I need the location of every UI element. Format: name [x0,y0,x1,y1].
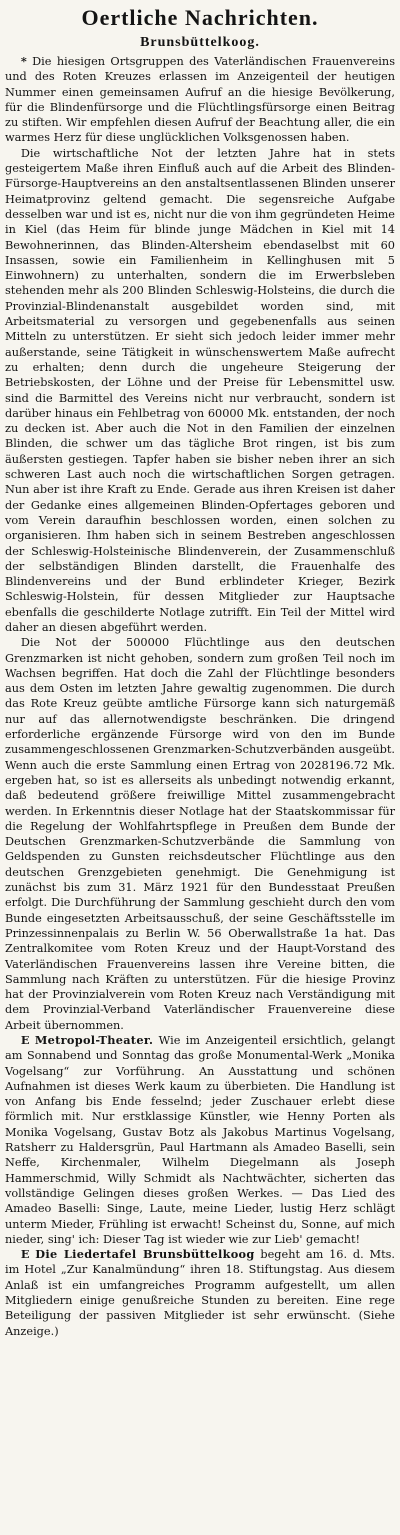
place-heading: Brunsbüttelkoog. [140,35,260,50]
article-marker: E [20,1247,30,1262]
article-liedertafel [5,1247,395,1339]
article-aufruf [5,54,395,146]
section-heading: Oertliche Nachrichten. [81,5,319,30]
article-text: Die wirtschaftliche Not der letzten Jahre hat in stets gesteigertem Maße ihren Einfluß auch auf die Arbeit des Blinden-Fürsorge-Hauptvereins an den anstaltsentlassenen Blinden unserer Heimatprovinz geltend gemacht. Die segensreiche Aufgabe desselben war und ist es, nicht nur die von ihm gegründeten Heime in Kiel (das Heim für blinde junge Mädchen in Kiel mit 14 Bewohnerinnen, das Blinden-Altersheim ebendaselbst mit 60 Insassen, sowie ein Familienheim in Kellinghusen mit 5 Einwohnern) zu unterhalten, sondern die im Erwerbsleben stehenden mehr als 200 Blinden Schleswig-Holsteins, die durch die Provinzial-Blindenanstalt ausgebildet worden sind, mit Arbeitsmaterial zu versorgen und gegebenenfalls aus seinen Mitteln zu unterstützen. Er sieht sich jedoch leider immer mehr außerstande, seine Tätigkeit in wünschenswertem Maße aufrecht zu erhalten; denn durch die ungeheure Steigerung der Betriebskosten, der Löhne und der Preise für Lebensmittel usw. sind die Barmittel des Vereins nicht nur verbraucht, sondern ist darüber hinaus ein Fehlbetrag von 60000 Mk. entstanden, der noch zu decken ist. Aber auch die Not in den Familien der einzelnen Blinden, die schwer um das tägliche Brot ringen, ist bis zum äußersten gestiegen. Tapfer haben sie bisher neben ihrer an sich schweren Last auch noch die wirtschaftlichen Sorgen getragen. Nun aber ist ihre Kraft zu Ende. Gerade aus ihren Kreisen ist daher der Gedanke eines allgemeinen Blinden-Opfertages geboren und vom Verein daraufhin beschlossen worden, einen solchen zu organisieren. Ihm haben sich in seinem Bestreben angeschlossen der Schleswig-Holsteinische Blindenverein, der Zusammenschluß der selbständigen Blinden darstellt, die Frauenhalfe des Blindenvereins und der Bund erblindeter Krieger, Bezirk Schleswig-Holstein, für dessen Mitglieder zur Hauptsache ebenfalls die geschilderte Notlage zutrifft. Ein Teil der Mittel wird daher an diesen abgeführt werden. [5,146,395,634]
article-lead: Metropol-Theater. [34,1033,154,1047]
article-marker: E [20,1033,30,1047]
article-text: Die hiesigen Ortsgruppen des Vaterländischen Frauenvereins und des Roten Kreuzes erlassen im Anzeigenteil der heutigen Nummer einen gemeinsamen Aufruf an die hiesige Bevölkerung, für die Blindenfürsorge und die Flüchtlingsfürsorge einen Beitrag zu stiften. Wir empfehlen diesen Aufruf der Beachtung aller, die ein warmes Herz für diese unglücklichen Volksgenossen haben. [5,55,395,145]
article-text: Wie im Anzeigenteil ersichtlich, gelangt am Sonnabend und Sonntag das große Monumental-Werk „Monika Vogelsang“ zur Vorführung. An Ausstattung und schönen Aufnahmen ist dieses Werk kaum zu überbieten. Die Handlung ist von Anfang bis Ende fesselnd; jeder Zuschauer erlebt diese förmlich mit. Nur erstklassige Künstler, wie Henny Porten als Monika Vogelsang, Gustav Botz als Jakobus Martinus Vogelsang, Ratsherr zu Haldersgrün, Paul Hartmann als Amadeo Baselli, sein Neffe, Kirchenmaler, Wilhelm Diegelmann als Joseph Hammerschmid, Willy Schmidt als Nachtwächter, sicherten das vollständige Gelingen dieses großen Werkes. — Das Lied des Amadeo Baselli: Singe, Laute, meine Lieder, lustig Herz schlägt unterm Mieder, Frühling ist erwacht! Scheinst du, Sonne, auf mich nieder, sing' ich: Dieser Tag ist wieder wie zur Lieb' gemacht! [5,1034,395,1246]
article-metropol-theater [5,1033,395,1247]
article-fluechtlinge [5,635,395,1033]
article-text: begeht am 16. d. Mts. im Hotel „Zur Kanalmündung“ ihren 18. Stiftungstag. Aus diesem Anlaß ist ein umfangreiches Programm aufgestellt, um allen Mitgliedern einige genußreiche Stunden zu bereiten. Eine rege Beteiligung der passiven Mitglieder ist sehr erwünscht. (Siehe Anzeige.) [5,1248,396,1338]
article-blindenfuersorge [5,146,395,636]
article-marker: * [20,54,27,68]
article-lead: Die Liedertafel Brunsbüttelkoog [35,1247,255,1262]
article-text: Die Not der 500000 Flüchtlinge aus den deutschen Grenzmarken ist nicht gehoben, sondern zum großen Teil noch im Wachsen begriffen. Hat doch die Zahl der Flüchtlinge besonders aus dem Osten im letzten Jahre gewaltig zugenommen. Die durch das Rote Kreuz geübte amtliche Fürsorge kann sich naturgemäß nur auf das allernotwendigste beschränken. Die dringend erforderliche ergänzende Fürsorge wird von den im Bunde zusammengeschlossenen Grenzmarken-Schutzverbänden ausgeübt. Wenn auch die erste Sammlung einen Ertrag von 2028196.72 Mk. ergeben hat, so ist es allerseits als unbedingt notwendig erkannt, daß bedeutend größere freiwillige Mittel zusammengebracht werden. In Erkenntnis dieser Notlage hat der Staatskommissar für die Regelung der Wohlfahrtspflege in Preußen dem Bunde der Deutschen Grenzmarken-Schutzverbände die Sammlung von Geldspenden zu Gunsten reichsdeutscher Flüchtlinge aus den deutschen Grenzgebieten genehmigt. Die Genehmigung ist zunächst bis zum 31. März 1921 für den Bundesstaat Preußen erfolgt. Die Durchführung der Sammlung geschieht durch den vom Bunde eingesetzten Arbeitsausschuß, der seine Geschäftsstelle im Prinzessinnenpalais zu Berlin W. 56 Oberwallstraße 1a hat. Das Zentralkomitee vom Roten Kreuz und der Haupt-Vorstand des Vaterländischen Frauenvereins lassen ihre Vereine bitten, die Sammlung nach Kräften zu unterstützen. Für die hiesige Provinz hat der Provinzialverein vom Roten Kreuz nach Verständigung mit dem Provinzial-Verband Vaterländischer Frauenvereine diese Arbeit übernommen. [5,636,395,1032]
